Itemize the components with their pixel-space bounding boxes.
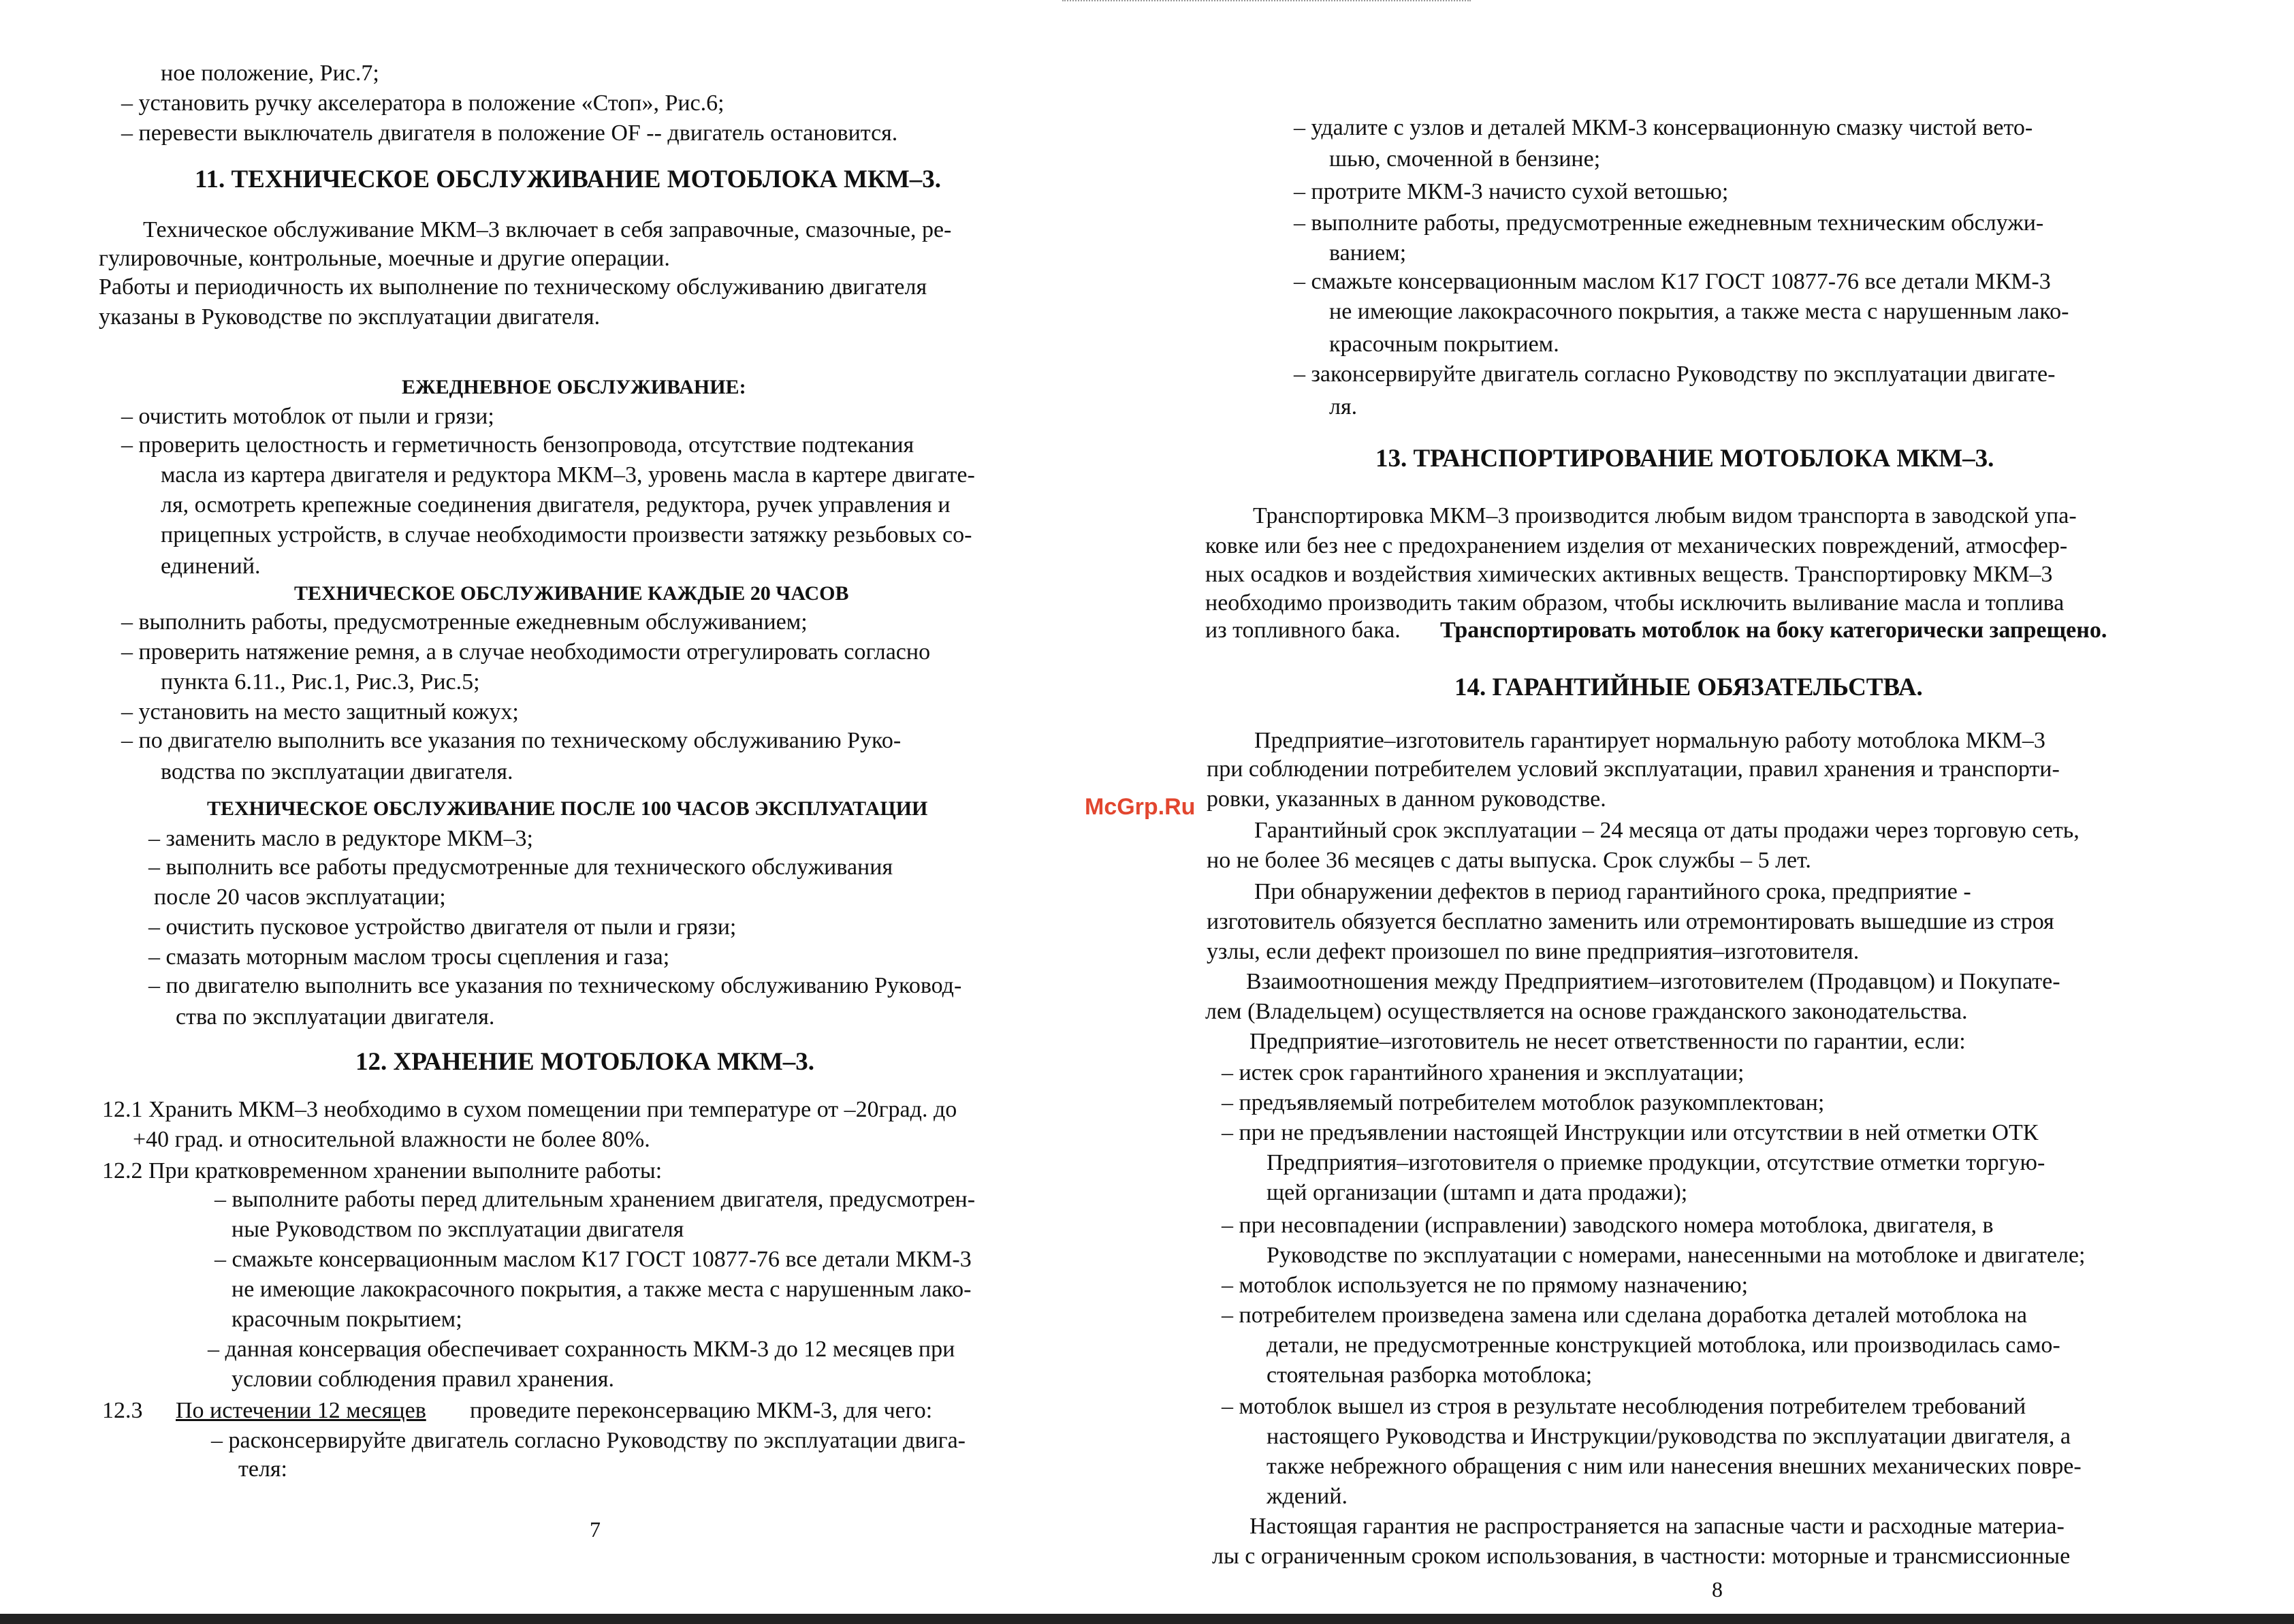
text-line: условии соблюдения правил хранения. bbox=[232, 1367, 615, 1392]
list-item: – проверить натяжение ремня, а в случае необходимости отрегулировать согласно bbox=[121, 639, 931, 665]
text-line: ванием; bbox=[1329, 240, 1407, 266]
list-item: – при не предъявлении настоящей Инструкции или отсутствии в ней отметки ОТК bbox=[1222, 1120, 2039, 1145]
list-item: – смазать моторным маслом тросы сцепления и газа; bbox=[148, 944, 670, 970]
text-line: стоятельная разборка мотоблока; bbox=[1267, 1363, 1593, 1388]
section-heading-14: 14. ГАРАНТИЙНЫЕ ОБЯЗАТЕЛЬСТВА. bbox=[1454, 673, 1923, 701]
paragraph-line: гулировочные, контрольные, моечные и другие операции. bbox=[99, 246, 670, 271]
paragraph-line: лем (Владельцем) осуществляется на основе гражданского законодательства. bbox=[1205, 999, 1968, 1024]
section-heading-13: 13. ТРАНСПОРТИРОВАНИЕ МОТОБЛОКА МКМ–3. bbox=[1375, 445, 1994, 473]
paragraph-line: из топливного бака. bbox=[1205, 618, 1401, 643]
page-number: 7 bbox=[590, 1517, 601, 1542]
paragraph-line: при соблюдении потребителем условий эксплуатации, правил хранения и транспорти- bbox=[1207, 757, 2060, 782]
text-line: настоящего Руководства и Инструкции/руководства по эксплуатации двигателя, а bbox=[1267, 1424, 2071, 1449]
text-line: прицепных устройств, в случае необходимости произвести затяжку резьбовых со- bbox=[161, 522, 972, 547]
scan-edge bbox=[0, 1614, 2294, 1624]
list-item: – потребителем произведена замена или сделана доработка деталей мотоблока на bbox=[1222, 1303, 2027, 1328]
paragraph-line: Гарантийный срок эксплуатации – 24 месяца от даты продажи через торговую сеть, bbox=[1254, 818, 2080, 843]
text-line: водства по эксплуатации двигателя. bbox=[161, 759, 513, 784]
clause-12-3-text: проведите переконсервацию МКМ-3, для чего: bbox=[470, 1398, 933, 1423]
paragraph-line: но не более 36 месяцев с даты выпуска. Срок службы – 5 лет. bbox=[1207, 848, 1811, 873]
list-item: – данная консервация обеспечивает сохранность МКМ-3 до 12 месяцев при bbox=[208, 1337, 955, 1362]
list-item: – перевести выключатель двигателя в положение OF -- двигатель остановится. bbox=[121, 121, 898, 146]
list-item: – законсервируйте двигатель согласно Руководству по эксплуатации двигате- bbox=[1294, 362, 2056, 387]
text-line: теля: bbox=[238, 1456, 288, 1482]
subheading-daily: ЕЖЕДНЕВНОЕ ОБСЛУЖИВАНИЕ: bbox=[402, 376, 746, 398]
list-item: – проверить целостность и герметичность бензопровода, отсутствие подтекания bbox=[121, 432, 914, 458]
list-item: – протрите МКМ-3 начисто сухой ветошью; bbox=[1294, 179, 1729, 204]
text-line: ждений. bbox=[1267, 1484, 1348, 1509]
text-line: ля. bbox=[1329, 394, 1358, 419]
text-line: ля, осмотреть крепежные соединения двигателя, редуктора, ручек управления и bbox=[161, 492, 951, 518]
list-item: – заменить масло в редукторе МКМ–3; bbox=[148, 826, 533, 851]
paragraph-line: изготовитель обязуется бесплатно заменить или отремонтировать вышедшие из строя bbox=[1207, 909, 2054, 934]
clause-12-3-underlined: По истечении 12 месяцев bbox=[176, 1398, 426, 1423]
list-item: – выполните работы, предусмотренные ежедневным техническим обслужи- bbox=[1294, 210, 2044, 236]
list-item: – установить ручку акселератора в положение «Стоп», Рис.6; bbox=[121, 91, 724, 116]
text-line: щей организации (штамп и дата продажи); bbox=[1267, 1180, 1688, 1205]
text-line: +40 град. и относительной влажности не более 80%. bbox=[133, 1127, 650, 1152]
list-item: – при несовпадении (исправлении) заводского номера мотоблока, двигателя, в bbox=[1222, 1213, 1994, 1238]
left-page bbox=[0, 0, 1144, 1624]
page-number: 8 bbox=[1712, 1577, 1723, 1602]
text-line: Руководстве по эксплуатации с номерами, нанесенными на мотоблоке и двигателе; bbox=[1267, 1243, 2086, 1268]
list-item: – удалите с узлов и деталей МКМ-3 консервационную смазку чистой вето- bbox=[1294, 115, 2033, 140]
list-item: – предъявляемый потребителем мотоблок разукомплектован; bbox=[1222, 1090, 1825, 1115]
list-item: – по двигателю выполнить все указания по техническому обслуживанию Руковод- bbox=[148, 973, 962, 998]
list-item: – выполнить все работы предусмотренные для технического обслуживания bbox=[148, 855, 893, 880]
list-item: – истек срок гарантийного хранения и эксплуатации; bbox=[1222, 1060, 1745, 1085]
text-line: ства по эксплуатации двигателя. bbox=[176, 1004, 495, 1030]
text-line: Предприятия–изготовителя о приемке продукции, отсутствие отметки торгую- bbox=[1267, 1150, 2045, 1175]
section-heading-11: 11. ТЕХНИЧЕСКОЕ ОБСЛУЖИВАНИЕ МОТОБЛОКА МКМ–3. bbox=[195, 165, 941, 193]
clause-12-2: 12.2 При кратковременном хранении выполните работы: bbox=[102, 1158, 663, 1183]
transport-warning: Транспортировать мотоблок на боку категорически запрещено. bbox=[1440, 618, 2107, 643]
text-line: ное положение, Рис.7; bbox=[161, 61, 379, 86]
subheading-20-hours: ТЕХНИЧЕСКОЕ ОБСЛУЖИВАНИЕ КАЖДЫЕ 20 ЧАСОВ bbox=[294, 582, 849, 605]
paragraph-line: Взаимоотношения между Предприятием–изготовителем (Продавцом) и Покупате- bbox=[1246, 969, 2060, 994]
text-line: шью, смоченной в бензине; bbox=[1329, 146, 1601, 172]
text-line: не имеющие лакокрасочного покрытия, а также места с нарушенным лако- bbox=[232, 1277, 972, 1302]
list-item: – мотоблок вышел из строя в результате несоблюдения потребителем требований bbox=[1222, 1394, 2026, 1419]
paragraph-line: При обнаружении дефектов в период гарантийного срока, предприятие - bbox=[1254, 879, 1971, 904]
text-line: красочным покрытием. bbox=[1329, 332, 1559, 357]
paragraph-line: указаны в Руководстве по эксплуатации двигателя. bbox=[99, 304, 601, 330]
subheading-100-hours: ТЕХНИЧЕСКОЕ ОБСЛУЖИВАНИЕ ПОСЛЕ 100 ЧАСОВ ЭКСПЛУАТАЦИИ bbox=[207, 797, 928, 820]
clause-12-1: 12.1 Хранить МКМ–3 необходимо в сухом помещении при температуре от –20град. до bbox=[102, 1097, 957, 1122]
list-item: – расконсервируйте двигатель согласно Руководству по эксплуатации двига- bbox=[211, 1428, 966, 1453]
paragraph-line: Настоящая гарантия не распространяется на запасные части и расходные материа- bbox=[1249, 1514, 2065, 1539]
text-line: также небрежного обращения с ним или нанесения внешних механических повре- bbox=[1267, 1454, 2082, 1479]
paragraph-line: Работы и периодичность их выполнение по техническому обслуживанию двигателя bbox=[99, 274, 927, 300]
paragraph-line: Транспортировка МКМ–3 производится любым видом транспорта в заводской упа- bbox=[1253, 503, 2077, 528]
list-item: – очистить мотоблок от пыли и грязи; bbox=[121, 404, 494, 429]
text-line: не имеющие лакокрасочного покрытия, а также места с нарушенным лако- bbox=[1329, 299, 2069, 324]
paragraph-line: Предприятие–изготовитель не несет ответственности по гарантии, если: bbox=[1249, 1029, 1966, 1054]
list-item: – очистить пусковое устройство двигателя от пыли и грязи; bbox=[148, 914, 737, 940]
list-item: – выполните работы перед длительным хранением двигателя, предусмотрен- bbox=[214, 1187, 976, 1212]
list-item: – по двигателю выполнить все указания по техническому обслуживанию Руко- bbox=[121, 728, 902, 753]
paragraph-line: ных осадков и воздействия химических активных веществ. Транспортировку МКМ–3 bbox=[1205, 562, 2053, 587]
watermark: McGrp.Ru bbox=[1085, 794, 1196, 820]
list-item: – мотоблок используется не по прямому назначению; bbox=[1222, 1273, 1749, 1298]
paragraph-line: лы с ограниченным сроком использования, в частности: моторные и трансмиссионные bbox=[1212, 1544, 2071, 1569]
text-line: детали, не предусмотренные конструкцией мотоблока, или производилась само- bbox=[1267, 1333, 2060, 1358]
text-line: единений. bbox=[161, 554, 261, 579]
list-item: – смажьте консервационным маслом К17 ГОСТ 10877-76 все детали МКМ-3 bbox=[1294, 269, 2051, 294]
clause-12-3-number: 12.3 bbox=[102, 1398, 143, 1423]
list-item: – выполнить работы, предусмотренные ежедневным обслуживанием; bbox=[121, 609, 808, 635]
list-item: – смажьте консервационным маслом К17 ГОСТ 10877-76 все детали МКМ-3 bbox=[214, 1247, 972, 1272]
text-line: пункта 6.11., Рис.1, Рис.3, Рис.5; bbox=[161, 669, 480, 695]
text-line: масла из картера двигателя и редуктора МКМ–3, уровень масла в картере двигате- bbox=[161, 462, 975, 488]
paragraph-line: ковке или без нее с предохранением изделия от механических повреждений, атмосфер- bbox=[1205, 533, 2068, 558]
paragraph-line: Техническое обслуживание МКМ–3 включает в себя заправочные, смазочные, ре- bbox=[143, 217, 952, 242]
paragraph-line: ровки, указанных в данном руководстве. bbox=[1207, 786, 1606, 812]
paragraph-line: Предприятие–изготовитель гарантирует нормальную работу мотоблока МКМ–3 bbox=[1254, 728, 2045, 753]
text-line: ные Руководством по эксплуатации двигателя bbox=[232, 1217, 684, 1242]
text-line: красочным покрытием; bbox=[232, 1307, 462, 1332]
paragraph-line: необходимо производить таким образом, чтобы исключить выливание масла и топлива bbox=[1205, 590, 2065, 616]
list-item: – установить на место защитный кожух; bbox=[121, 699, 519, 725]
paragraph-line: узлы, если дефект произошел по вине предприятия–изготовителя. bbox=[1207, 939, 1860, 964]
text-line: после 20 часов эксплуатации; bbox=[154, 885, 446, 910]
right-page bbox=[1151, 0, 2294, 1624]
section-heading-12: 12. ХРАНЕНИЕ МОТОБЛОКА МКМ–3. bbox=[355, 1048, 815, 1076]
